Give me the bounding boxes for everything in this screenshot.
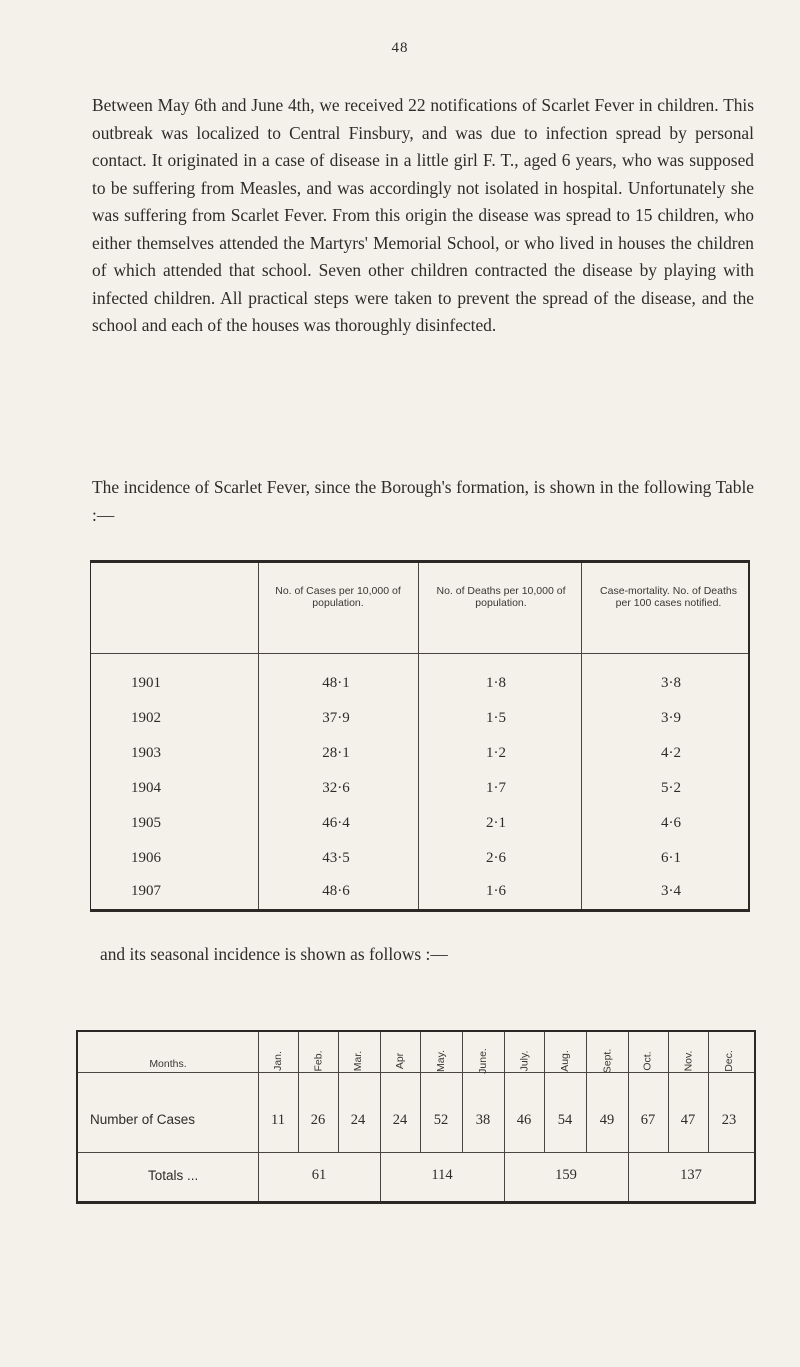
month-header: Mar. <box>352 1050 365 1072</box>
year-cell: 1901 <box>131 675 161 691</box>
seasonal-intro-paragraph: and its seasonal incidence is shown as follows :— <box>100 944 448 964</box>
totals-row-label: Totals ... <box>148 1168 199 1183</box>
mortality-cell: 6·1 <box>661 850 681 866</box>
outbreak-paragraph: Between May 6th and June 4th, we received 22 notifications of Scarlet Fever in children. This outbreak was localized to Central Finsbury, and was due to infection spread by personal contact. It originated in a case of disease in a little girl F. T., aged 6 years, who was supposed to be suffering from Measles, and was accordingly not isolated in hospital. Unfortunately she was suffering from Scarlet Fever. From this origin the disease was spread to 15 children, who either themselves attended the Martyrs' Memorial School, or who lived in houses the children of which attended that school. Seven other children contracted the disease by playing with infected children. All practical steps were taken to prevent the spread of the disease, and the school and each of the houses was thoroughly disinfected. <box>92 95 754 335</box>
month-header: Oct. <box>642 1051 655 1071</box>
year-cell: 1907 <box>131 883 161 899</box>
cases-cell: 46·4 <box>322 815 350 831</box>
deaths-cell: 2·1 <box>486 815 506 831</box>
month-header: June. <box>477 1048 489 1074</box>
header-mortality: Case-mortality. No. of Deaths per 100 cases notified. <box>600 585 737 609</box>
year-cell: 1905 <box>131 815 161 831</box>
header-cases: No. of Cases per 10,000 of population. <box>275 585 401 609</box>
table-row <box>91 780 748 816</box>
month-cases-cell: 46 <box>516 1112 532 1128</box>
month-cases-cell: 47 <box>680 1112 696 1128</box>
table-row <box>91 883 748 919</box>
month-cases-cell: 38 <box>475 1112 491 1128</box>
cases-cell: 32·6 <box>322 780 350 796</box>
month-header: Dec. <box>723 1050 735 1072</box>
cases-cell: 28·1 <box>322 745 350 761</box>
month-header: Aug. <box>559 1050 572 1072</box>
quarter-total-cell: 114 <box>431 1167 453 1183</box>
incidence-intro-paragraph: The incidence of Scarlet Fever, since the Borough's formation, is shown in the following Table :— <box>92 477 754 525</box>
mortality-cell: 3·8 <box>661 675 681 691</box>
month-header: Feb. <box>312 1050 325 1072</box>
table-row <box>91 850 748 886</box>
mortality-cell: 4·6 <box>661 815 681 831</box>
month-cases-cell: 52 <box>433 1112 449 1128</box>
deaths-cell: 1·8 <box>486 675 506 691</box>
month-cases-cell: 49 <box>599 1112 615 1128</box>
month-header: July. <box>518 1050 530 1072</box>
month-cases-cell: 54 <box>557 1112 573 1128</box>
mortality-cell: 4·2 <box>661 745 681 761</box>
table-row <box>91 745 748 781</box>
cases-cell: 48·1 <box>322 675 350 691</box>
deaths-cell: 1·2 <box>486 745 506 761</box>
deaths-cell: 1·5 <box>486 710 506 726</box>
mortality-cell: 3·4 <box>661 883 681 899</box>
cases-cell: 48·6 <box>322 883 350 899</box>
month-header: Sept. <box>601 1048 613 1074</box>
year-cell: 1906 <box>131 850 161 866</box>
year-cell: 1902 <box>131 710 161 726</box>
seasonal-table <box>76 1030 756 1204</box>
table-row <box>91 815 748 851</box>
table-row <box>91 710 748 746</box>
cases-cell: 43·5 <box>322 850 350 866</box>
quarter-total-cell: 159 <box>555 1167 577 1183</box>
month-header: Jan. <box>272 1051 285 1071</box>
months-label: Months. <box>149 1058 187 1070</box>
mortality-cell: 5·2 <box>661 780 681 796</box>
month-cases-cell: 24 <box>392 1112 408 1128</box>
month-cases-cell: 26 <box>310 1112 326 1128</box>
incidence-table <box>90 560 750 912</box>
year-cell: 1904 <box>131 780 161 796</box>
month-header: Nov. <box>682 1050 694 1072</box>
month-header: Apr <box>394 1052 406 1070</box>
cases-cell: 37·9 <box>322 710 350 726</box>
mortality-cell: 3·9 <box>661 710 681 726</box>
deaths-cell: 1·6 <box>486 883 506 899</box>
deaths-cell: 1·7 <box>486 780 506 796</box>
cases-row-label: Number of Cases <box>90 1112 196 1127</box>
month-cases-cell: 67 <box>640 1112 656 1128</box>
month-cases-cell: 11 <box>271 1112 285 1128</box>
header-deaths: No. of Deaths per 10,000 of population. <box>436 585 566 609</box>
month-cases-cell: 24 <box>350 1112 366 1128</box>
quarter-total-cell: 61 <box>311 1167 327 1183</box>
table-row <box>91 675 748 711</box>
month-cases-cell: 23 <box>721 1112 737 1128</box>
page-number: 48 <box>391 40 409 56</box>
quarter-total-cell: 137 <box>680 1167 702 1183</box>
year-cell: 1903 <box>131 745 161 761</box>
deaths-cell: 2·6 <box>486 850 506 866</box>
month-header: May. <box>435 1050 448 1072</box>
